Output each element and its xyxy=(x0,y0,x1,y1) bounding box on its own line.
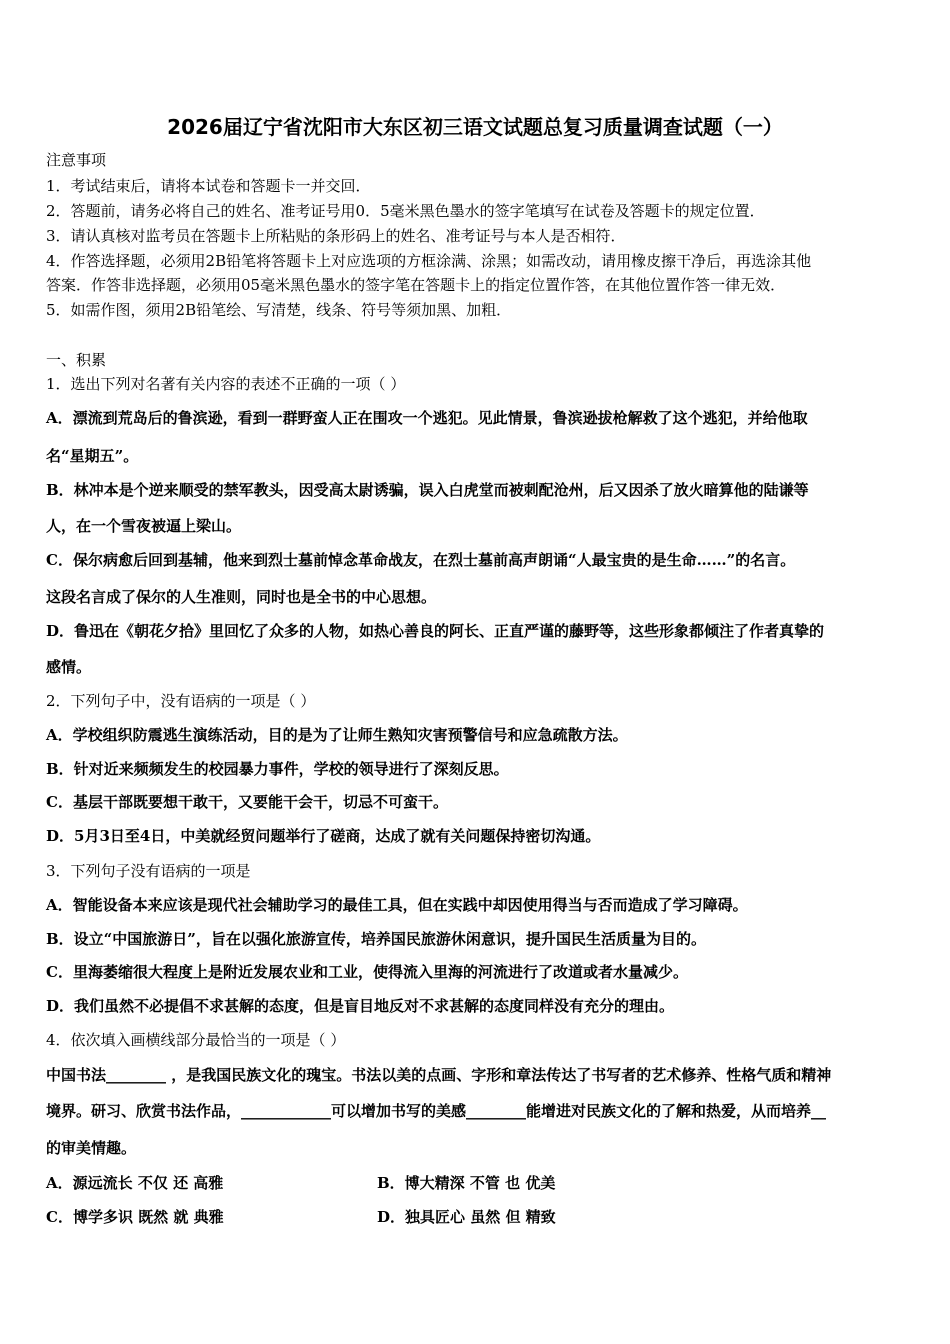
option-text: D．我们虽然不必提倡不求甚解的态度，但是盲目地反对不求甚解的态度同样没有充分的理由。 xyxy=(46,997,675,1015)
notice-item: 4．作答选择题，必须用2B铅笔将答题卡上对应选项的方框涂满、涂黑；如需改动，请用橡皮擦干净后，再选涂其他 xyxy=(46,252,812,270)
passage-line: 的审美情趣。 xyxy=(46,1139,137,1157)
passage-line: 境界。研习、欣赏书法作品，____________可以增加书写的美感________能增进对民族文化的了解和热爱，从而培养__ xyxy=(46,1102,827,1120)
option-text: C．基层干部既要想干敢干，又要能干会干，切忌不可蛮干。 xyxy=(46,793,448,811)
option-text: D．鲁迅在《朝花夕拾》里回忆了众多的人物，如热心善良的阿长、正直严谨的藤野等，这些形象都倾注了作者真挚的 xyxy=(46,622,825,640)
option-d: D．独具匠心 虽然 但 精致 xyxy=(377,1208,556,1226)
question-2-stem: 2．下列句子中，没有语病的一项是（ ） xyxy=(46,692,316,710)
option-text: B．设立“中国旅游日”，旨在以强化旅游宣传，培养国民旅游休闲意识，提升国民生活质量为目的。 xyxy=(46,930,706,948)
notice-item: 5．如需作图，须用2B铅笔绘、写清楚，线条、符号等须加黑、加粗． xyxy=(46,301,512,319)
option-text: A．智能设备本来应该是现代社会辅助学习的最佳工具，但在实践中却因使用得当与否而造成了学习障碍。 xyxy=(46,896,748,914)
option-text: B．林冲本是个逆来顺受的禁军教头，因受高太尉诱骗，误入白虎堂而被刺配沧州，后又因杀了放火暗算他的陆谦等 xyxy=(46,481,809,499)
notice-heading: 注意事项 xyxy=(46,151,107,169)
page-title: 2026届辽宁省沈阳市大东区初三语文试题总复习质量调查试题（一） xyxy=(167,115,783,139)
option-text: 这段名言成了保尔的人生准则，同时也是全书的中心思想。 xyxy=(46,588,437,606)
option-c: C．博学多识 既然 就 典雅 xyxy=(46,1208,224,1226)
notice-item: 1．考试结束后，请将本试卷和答题卡一并交回． xyxy=(46,177,371,195)
notice-item: 3．请认真核对监考员在答题卡上所粘贴的条形码上的姓名、准考证号与本人是否相符． xyxy=(46,227,626,245)
notice-item: 答案．作答非选择题，必须用05毫米黑色墨水的签字笔在答题卡上的指定位置作答，在其他位置作答一律无效． xyxy=(46,276,786,294)
notice-item: 2．答题前，请务必将自己的姓名、准考证号用0．5毫米黑色墨水的签字笔填写在试卷及答题卡的规定位置． xyxy=(46,202,765,220)
option-text: D．5月3日至4日，中美就经贸问题举行了磋商，达成了就有关问题保持密切沟通。 xyxy=(46,827,601,845)
option-text: A．学校组织防震逃生演练活动，目的是为了让师生熟知灾害预警信号和应急疏散方法。 xyxy=(46,726,628,744)
option-text: C．保尔病愈后回到基辅，他来到烈士墓前悼念革命战友，在烈士墓前高声朗诵“人最宝贵的是生命……”的名言。 xyxy=(46,551,796,569)
option-text: 人，在一个雪夜被逼上梁山。 xyxy=(46,517,242,535)
option-text: 感情。 xyxy=(46,658,92,676)
question-3-stem: 3．下列句子没有语病的一项是 xyxy=(46,862,251,880)
option-a: A．源远流长 不仅 还 高雅 xyxy=(46,1174,224,1192)
option-text: A．漂流到荒岛后的鲁滨逊，看到一群野蛮人正在围攻一个逃犯。见此情景，鲁滨逊拔枪解救了这个逃犯，并给他取 xyxy=(46,409,808,427)
question-1-stem: 1．选出下列对名著有关内容的表述不正确的一项（ ） xyxy=(46,375,406,393)
option-b: B．博大精深 不管 也 优美 xyxy=(377,1174,556,1192)
section-heading: 一、积累 xyxy=(46,351,107,369)
question-4-stem: 4．依次填入画横线部分最恰当的一项是（ ） xyxy=(46,1031,346,1049)
option-text: C．里海萎缩很大程度上是附近发展农业和工业，使得流入里海的河流进行了改道或者水量减少。 xyxy=(46,963,688,981)
option-text: 名“星期五”。 xyxy=(46,447,139,465)
passage-line: 中国书法________ ，是我国民族文化的瑰宝。书法以美的点画、字形和章法传达了书写者的艺术修养、性格气质和精神 xyxy=(46,1066,832,1084)
option-text: B．针对近来频频发生的校园暴力事件，学校的领导进行了深刻反思。 xyxy=(46,760,509,778)
